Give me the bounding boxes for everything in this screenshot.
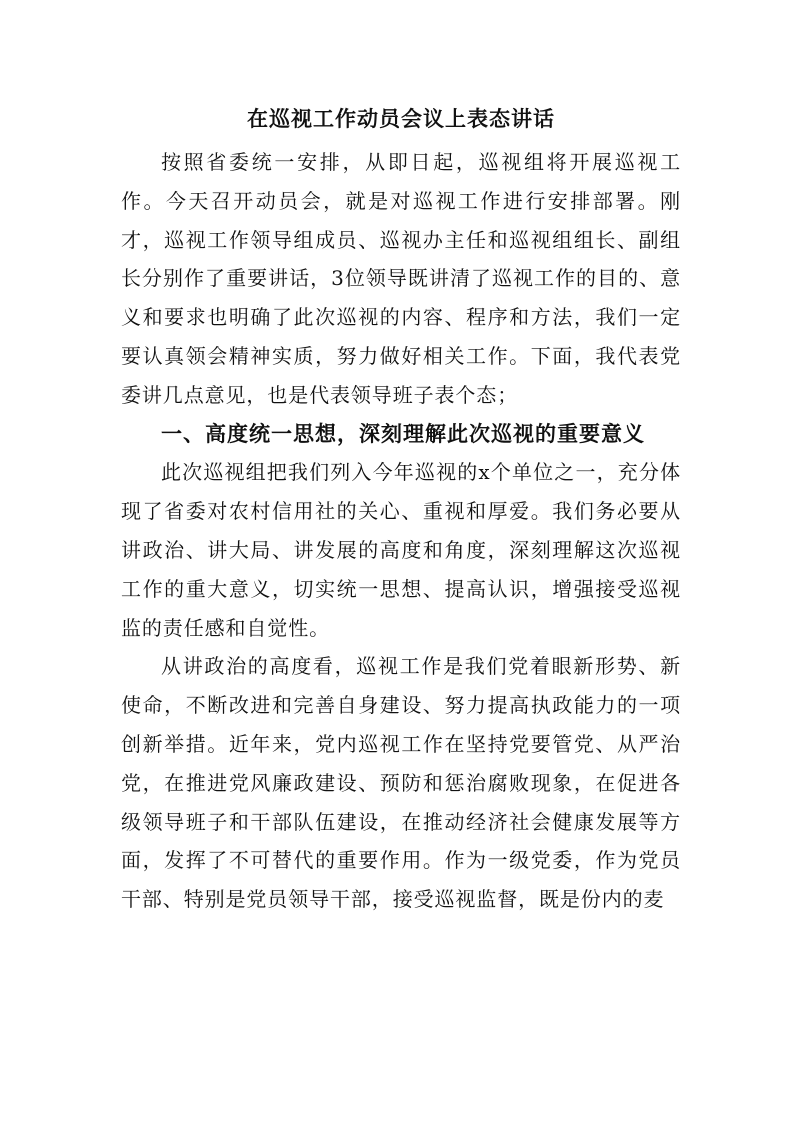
document-body	[121, 102, 681, 919]
section1-paragraph-1: 此次巡视组把我们列入今年巡视的x个单位之一，充分体现了省委对农村信用社的关心、重视和厚爱。我们务必要从讲政治、讲大局、讲发展的高度和角度，深刻理解这次巡视工作的重大意义，切实统一思想、提高认识，增强接受巡视监的责任感和自觉性。	[121, 460, 681, 640]
section1-paragraph-2: 从讲政治的高度看，巡视工作是我们党着眼新形势、新使命，不断改进和完善自身建设、努力提高执政能力的一项创新举措。近年来，党内巡视工作在坚持党要管党、从严治党，在推进党风廉政建设、预防和惩治腐败现象，在促进各级领导班子和干部队伍建设，在推动经济社会健康发展等方面，发挥了不可替代的重要作用。作为一级党委，作为党员干部、特别是党员领导干部，接受巡视监督，既是份内的麦	[121, 654, 681, 912]
document-title: 在巡视工作动员会议上表态讲话	[247, 107, 555, 131]
intro-paragraph: 按照省委统一安排，从即日起，巡视组将开展巡视工作。今天召开动员会，就是对巡视工作进行安排部署。刚才，巡视工作领导组成员、巡视办主任和巡视组组长、副组长分别作了重要讲话，3位领导既讲清了巡视工作的目的、意义和要求也明确了此次巡视的内容、程序和方法，我们一定要认真领会精神实质，努力做好相关工作。下面，我代表党委讲几点意见，也是代表领导班子表个态；	[121, 150, 681, 407]
section-heading-1: 一、高度统一思想，深刻理解此次巡视的重要意义	[161, 421, 645, 446]
